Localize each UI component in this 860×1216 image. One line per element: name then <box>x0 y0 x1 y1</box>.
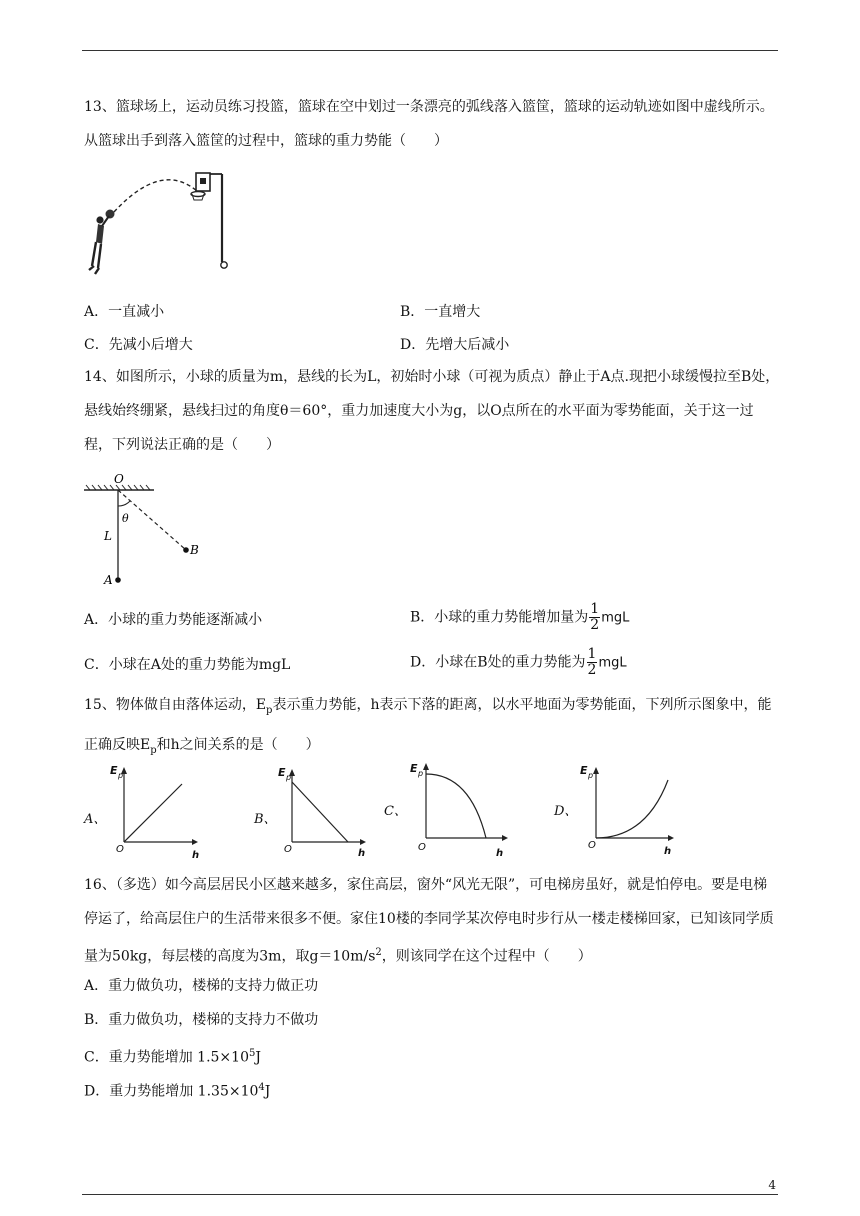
q13-option-d: D．先增大后减小 <box>400 337 510 353</box>
q13-option-c: C．先减小后增大 <box>84 337 193 353</box>
label-l: L <box>104 529 112 543</box>
q13-option-b: B．一直增大 <box>400 304 481 320</box>
q14-option-d-text: D．小球在B处的重力势能为 <box>410 654 586 671</box>
q16-option-d: D．重力势能增加 $1.35\times 10^4J$ <box>84 1082 271 1100</box>
q14-option-c: C．小球在A处的重力势能为mgL <box>84 657 291 673</box>
q16-option-b: B．重力做负功，楼梯的支持力不做功 <box>84 1012 319 1028</box>
graph-b: B、 E p O h <box>254 766 366 859</box>
header-rule <box>82 50 778 51</box>
q14-option-b: B．小球的重力势能增加量为 $\frac{1}{2}$ mgL <box>410 601 630 633</box>
fraction: $\frac{1}{2}$ <box>587 646 597 678</box>
label-o: O <box>114 472 124 486</box>
q14-text: 14、如图所示，小球的质量为m，悬线的长为L，初始时小球（可视为质点）静止于A点.现把小球缓慢拉至B处，悬线始终绷紧，悬线扫过的角度θ＝60°，重力加速度大小为g，以O点所在的水平面为零势能面，关于这一过程，下列说法正确的是（ ） <box>84 369 780 453</box>
q16-option-c: C．重力势能增加 $1.5\times 10^5J$ <box>84 1048 261 1066</box>
graph-c: C、 E p O h <box>382 758 512 866</box>
graph-a: A、 E p O h <box>84 764 200 861</box>
q15-text: 15、物体做自由落体运动，$E_p$表示重力势能，h表示下落的距离，以水平地面为零势能面，下列所示图象中，能正确反映$E_p$和h之间关系的是（ ） <box>84 697 772 756</box>
label-b: B <box>190 543 199 557</box>
graph-d: D、 E p O h <box>552 760 682 866</box>
pendulum-figure <box>82 472 222 592</box>
graph-d-label: D、 <box>554 804 578 819</box>
fraction: $\frac{1}{2}$ <box>590 601 600 633</box>
q14-option-b-text: B．小球的重力势能增加量为 <box>410 609 589 626</box>
basketball-figure <box>82 170 252 282</box>
q16-option-a: A．重力做负功，楼梯的支持力做正功 <box>84 978 319 994</box>
label-theta: θ <box>122 512 129 525</box>
q14-option-d: D．小球在B处的重力势能为 $\frac{1}{2}$ mgL <box>410 646 627 678</box>
graph-c-label: C、 <box>384 804 407 819</box>
footer-rule <box>82 1194 778 1195</box>
graph-b-label: B、 <box>254 812 277 827</box>
graph-a-label: A、 <box>84 812 107 827</box>
page-number: 4 <box>768 1178 776 1192</box>
q13-option-a: A．一直减小 <box>84 304 165 320</box>
q13-text: 13、篮球场上，运动员练习投篮，篮球在空中划过一条漂亮的弧线落入篮筐，篮球的运动轨迹如图中虚线所示。从篮球出手到落入篮筐的过程中，篮球的重力势能（ ） <box>84 99 774 149</box>
q16-text: 16、（多选）如今高层居民小区越来越多，家住高层，窗外“风光无限”，可电梯房虽好，就是怕停电。要是电梯停运了，给高层住户的生活带来很多不便。家住10楼的李同学某次停电时步行从一楼走楼梯回家，已知该同学质量为50kg，每层楼的高度为3m，取$g=10m/s^2$，则该同学在这个过程中（ ） <box>84 877 774 965</box>
q14-option-a: A．小球的重力势能逐渐减小 <box>84 612 263 628</box>
label-a: A <box>104 573 113 587</box>
